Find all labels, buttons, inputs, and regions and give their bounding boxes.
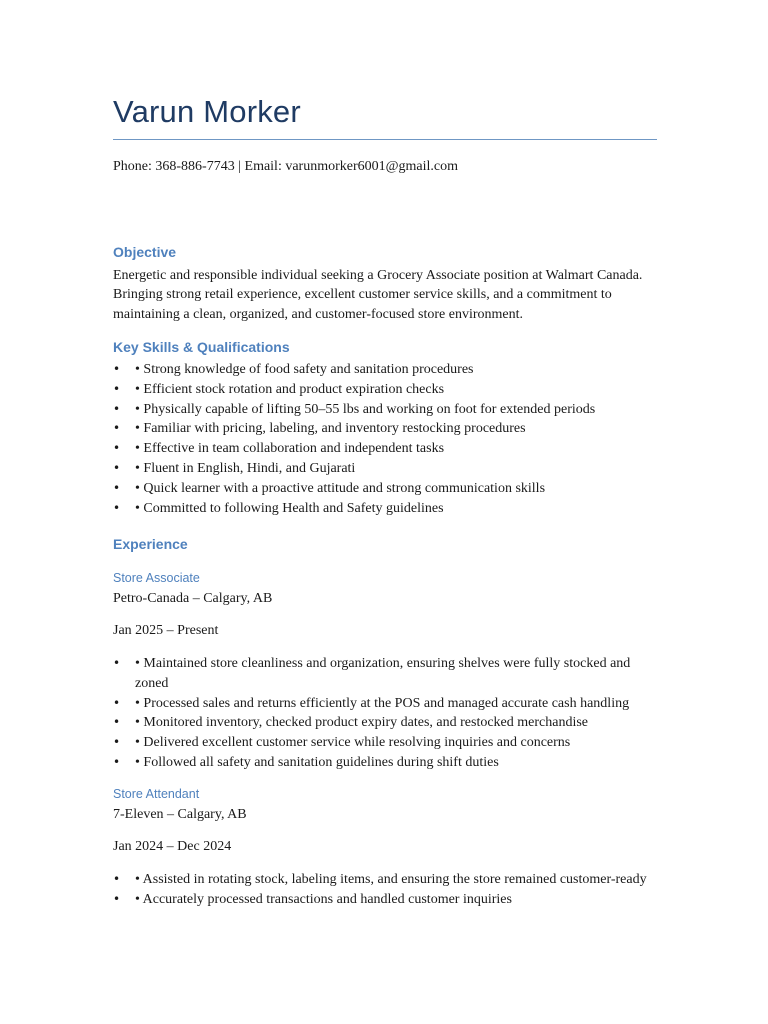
skill-item-text: • Physically capable of lifting 50–55 lbs and working on foot for extended periods	[135, 401, 596, 417]
bullet-marker: •	[113, 401, 121, 416]
job-duty-item-text: • Monitored inventory, checked product expiry dates, and restocked merchandise	[135, 715, 589, 731]
skill-item	[113, 439, 658, 459]
experience-heading: Experience	[113, 536, 188, 552]
skill-item-text: • Effective in team collaboration and independent tasks	[135, 441, 445, 457]
skill-item-text: • Committed to following Health and Safety guidelines	[135, 500, 444, 516]
job-dates-2: Jan 2024 – Dec 2024	[113, 839, 232, 854]
skill-item	[113, 360, 658, 380]
job-duty-item	[113, 753, 658, 773]
job-duty-item-text: • Delivered excellent customer service while resolving inquiries and concerns	[135, 735, 571, 751]
job-duty-item	[113, 694, 658, 714]
bullet-marker: •	[113, 460, 121, 475]
skills-heading: Key Skills & Qualifications	[113, 339, 290, 355]
skills-list	[113, 360, 658, 518]
skill-item	[113, 499, 658, 519]
job-duty-item-text: • Assisted in rotating stock, labeling items, and ensuring the store remained customer-ready	[135, 872, 647, 887]
job-duty-item-text: • Followed all safety and sanitation guidelines during shift duties	[135, 754, 499, 770]
job-duties-list-2	[113, 870, 658, 910]
bullet-marker: •	[113, 421, 121, 436]
skill-item	[113, 380, 658, 400]
skill-item	[113, 419, 658, 439]
job-duty-item	[113, 654, 658, 694]
skill-item-text: • Quick learner with a proactive attitude and strong communication skills	[135, 480, 546, 496]
candidate-name: Varun Morker	[113, 94, 301, 129]
skill-item-text: • Efficient stock rotation and product expiration checks	[135, 381, 445, 397]
skill-item-text: • Familiar with pricing, labeling, and inventory restocking procedures	[135, 421, 526, 437]
bullet-marker: •	[113, 754, 121, 769]
objective-text: Energetic and responsible individual seeking a Grocery Associate position at Walmart Canada. Bringing strong retail experience, excellent customer service skills, and a commitment to maintaining a clean, organized, and customer-focused store environment.	[113, 268, 643, 322]
job-duty-item	[113, 733, 658, 753]
bullet-marker: •	[113, 500, 121, 515]
job-title-2: Store Attendant	[113, 787, 200, 801]
bullet-marker: •	[113, 441, 121, 456]
job-duty-item	[113, 870, 658, 890]
job-company-2: 7-Eleven – Calgary, AB	[113, 807, 247, 822]
job-company-1: Petro-Canada – Calgary, AB	[113, 591, 273, 606]
contact-line: Phone: 368-886-7743 | Email: varunmorker6001@gmail.com	[113, 159, 459, 174]
job-duty-item	[113, 890, 658, 910]
skill-item	[113, 459, 658, 479]
skill-item-text: • Strong knowledge of food safety and sanitation procedures	[135, 362, 474, 377]
job-dates-1: Jan 2025 – Present	[113, 623, 219, 638]
bullet-marker: •	[113, 362, 121, 376]
bullet-marker: •	[113, 480, 121, 495]
skill-item	[113, 400, 658, 420]
job-duties-list-1	[113, 654, 658, 773]
job-duty-item-text: • Maintained store cleanliness and organization, ensuring shelves were fully stocked and zoned	[135, 656, 631, 691]
header-divider	[113, 139, 657, 140]
bullet-marker: •	[113, 891, 121, 906]
bullet-marker: •	[113, 715, 121, 730]
job-title-1: Store Associate	[113, 571, 200, 585]
job-duty-item-text: • Processed sales and returns efficiently at the POS and managed accurate cash handling	[135, 695, 630, 711]
job-duty-item	[113, 713, 658, 733]
bullet-marker: •	[113, 695, 121, 710]
bullet-marker: •	[113, 872, 121, 886]
bullet-marker: •	[113, 735, 121, 750]
bullet-marker: •	[113, 381, 121, 396]
job-duty-item-text: • Accurately processed transactions and handled customer inquiries	[135, 891, 512, 907]
skill-item-text: • Fluent in English, Hindi, and Gujarati	[135, 460, 356, 476]
objective-heading: Objective	[113, 244, 177, 260]
skill-item	[113, 479, 658, 499]
bullet-marker: •	[113, 656, 121, 670]
